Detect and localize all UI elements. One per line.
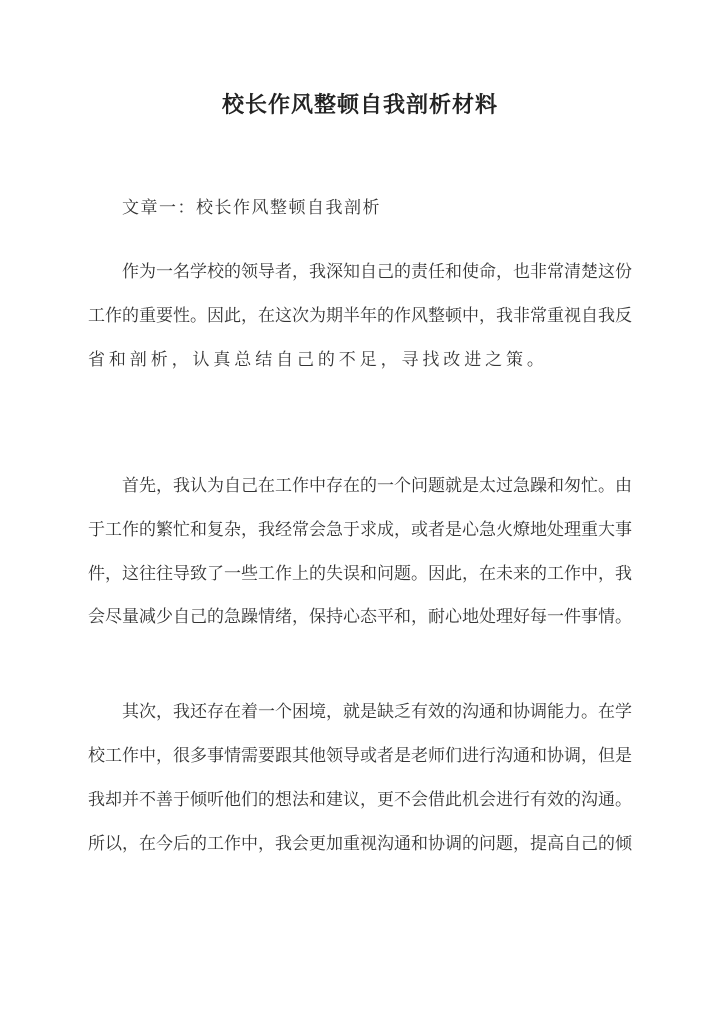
- text-line: 省和剖析，认真总结自己的不足，寻找改进之策。: [88, 350, 548, 370]
- text-line: 会尽量减少自己的急躁情绪，保持心态平和，耐心地处理好每一件事情。: [88, 607, 632, 627]
- text-line: 工作的重要性。因此，在这次为期半年的作风整顿中，我非常重视自我反: [88, 306, 632, 326]
- text-line: 作为一名学校的领导者，我深知自己的责任和使命，也非常清楚这份: [122, 262, 632, 282]
- text-line: 件，这往往导致了一些工作上的失误和问题。因此，在未来的工作中，我: [88, 564, 632, 584]
- text-line: 于工作的繁忙和复杂，我经常会急于求成，或者是心急火燎地处理重大事: [88, 520, 632, 540]
- text-line: 其次，我还存在着一个困境，就是缺乏有效的沟通和协调能力。在学: [122, 702, 632, 722]
- text-line: 所以，在今后的工作中，我会更加重视沟通和协调的问题，提高自己的倾: [88, 834, 632, 854]
- text-line: 我却并不善于倾听他们的想法和建议，更不会借此机会进行有效的沟通。: [88, 790, 632, 810]
- text-line: 首先，我认为自己在工作中存在的一个问题就是太过急躁和匆忙。由: [122, 476, 632, 496]
- document-title: 校长作风整顿自我剖析材料: [221, 92, 498, 118]
- article-subtitle: 文章一：校长作风整顿自我剖析: [122, 198, 381, 218]
- text-line: 校工作中，很多事情需要跟其他领导或者是老师们进行沟通和协调，但是: [88, 746, 632, 766]
